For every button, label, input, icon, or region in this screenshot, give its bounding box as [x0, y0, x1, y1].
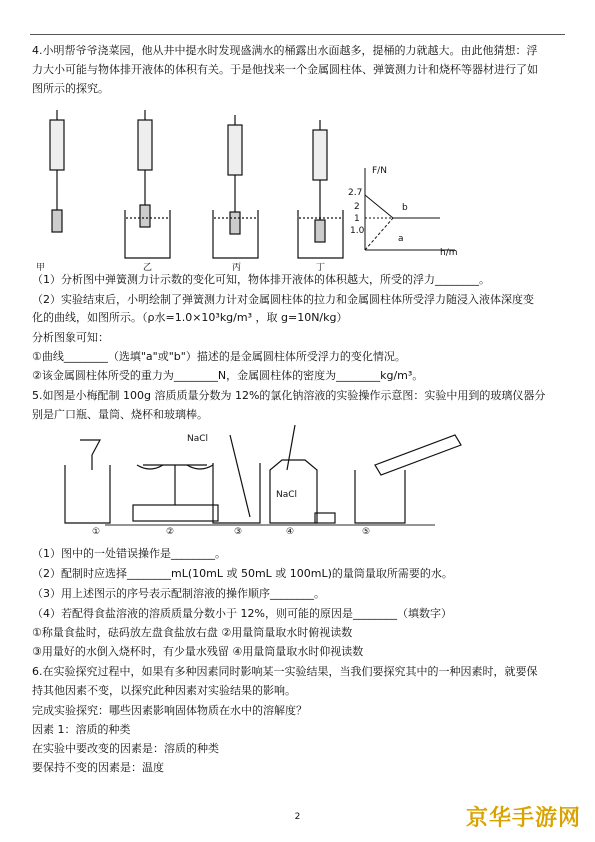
q4-part-1: （1）分析图中弹簧测力计示数的变化可知，物体排开液体的体积越大，所受的浮力________。: [32, 273, 490, 286]
page-number: 2: [294, 812, 301, 822]
q5-part-3: （3）用上述图示的序号表示配制溶液的操作顺序________。: [32, 587, 325, 600]
fig-label-bing: 丙: [232, 263, 242, 273]
graph-tick-2: 2: [354, 202, 360, 212]
q5-intro-line-2: 别是广口瓶、量筒、烧杯和玻璃棒。: [32, 408, 208, 421]
graph-curve-b-label: b: [402, 203, 408, 213]
step-label-2: ②: [166, 527, 175, 537]
graph-tick-4: 1.0: [350, 226, 365, 236]
q6-intro-line-1: 6.在实验探究过程中，如果有多种因素同时影响某一实验结果，当我们要探究其中的一种因素时，就要保: [32, 665, 538, 678]
q4-intro-line-1: 4.小明帮爷爷浇菜园，他从井中提水时发现盛满水的桶露出水面越多，提桶的力就越大。由此他猜想：浮: [32, 44, 538, 57]
graph-curve-a-label: a: [398, 234, 404, 244]
q6-changed-factor: 在实验中要改变的因素是：溶质的种类: [32, 742, 219, 755]
q5-intro-line-1: 5.如图是小梅配制 100g 溶质质量分数为 12%的氯化钠溶液的实验操作示意图：实验中用到的玻璃仪器分: [32, 389, 546, 402]
q6-constant-factor: 要保持不变的因素是：温度: [32, 761, 164, 774]
fig-label-ding: 丁: [316, 263, 326, 273]
q6-intro-line-2: 持其他因素不变，以探究此种因素对实验结果的影响。: [32, 684, 296, 697]
step-label-5: ⑤: [362, 527, 371, 537]
graph-y-axis-label: F/N: [372, 166, 387, 176]
q4-intro-line-3: 图所示的探究。: [32, 82, 109, 95]
graph-tick-3: 1: [354, 214, 360, 224]
q6-task: 完成实验探究：哪些因素影响固体物质在水中的溶解度？: [32, 704, 307, 717]
q6-factor-1: 因素 1：溶质的种类: [32, 723, 131, 736]
step-label-3: ③: [234, 527, 243, 537]
q5-solution-prep-figure: [55, 425, 485, 540]
fig-label-yi: 乙: [143, 263, 153, 273]
q4-part-2-line-2: 化的曲线，如图所示。（ρ水=1.0×10³kg/m³ ，取 g=10N/kg）: [32, 311, 348, 324]
q5-part-1: （1）图中的一处错误操作是________。: [32, 547, 226, 560]
q5-option-3-4: ③用量好的水倒入烧杯时，有少量水残留 ④用量筒量取水时仰视读数: [32, 645, 364, 658]
watermark-logo: 京华手游网: [465, 806, 581, 831]
q4-analysis-heading: 分析图象可知：: [32, 331, 109, 344]
top-rule: [30, 34, 565, 35]
q5-option-1-2: ①称量食盐时，砝码放左盘食盐放右盘 ②用量筒量取水时俯视读数: [32, 626, 353, 639]
step-label-1: ①: [92, 527, 101, 537]
q4-analysis-2: ②该金属圆柱体所受的重力为________N，金属圆柱体的密度为________kg/m³。: [32, 369, 424, 382]
nacl-label-balance: NaCl: [187, 434, 209, 444]
q4-analysis-1: ①曲线________（选填"a"或"b"）描述的是金属圆柱体所受浮力的变化情况。: [32, 350, 406, 363]
nacl-label-bottle: NaCl: [276, 490, 298, 500]
step-label-4: ④: [286, 527, 295, 537]
graph-x-axis-label: h/m: [440, 248, 458, 258]
graph-tick-1: 2.7: [348, 188, 363, 198]
fig-label-jia: 甲: [36, 263, 46, 273]
q5-part-4: （4）若配得食盐溶液的溶质质量分数小于 12%，则可能的原因是________（填数字）: [32, 607, 452, 620]
q4-intro-line-2: 力大小可能与物体排开液体的体积有关。于是他找来一个金属圆柱体、弹簧测力计和烧杯等器材进行了如: [32, 63, 538, 76]
q4-part-2-line-1: （2）实验结束后，小明绘制了弹簧测力计对金属圆柱体的拉力和金属圆柱体所受浮力随浸入液体深度变: [32, 293, 534, 306]
q5-part-2: （2）配制时应选择________mL(10mL 或 50mL 或 100mL)的量筒量取所需要的水。: [32, 567, 453, 580]
